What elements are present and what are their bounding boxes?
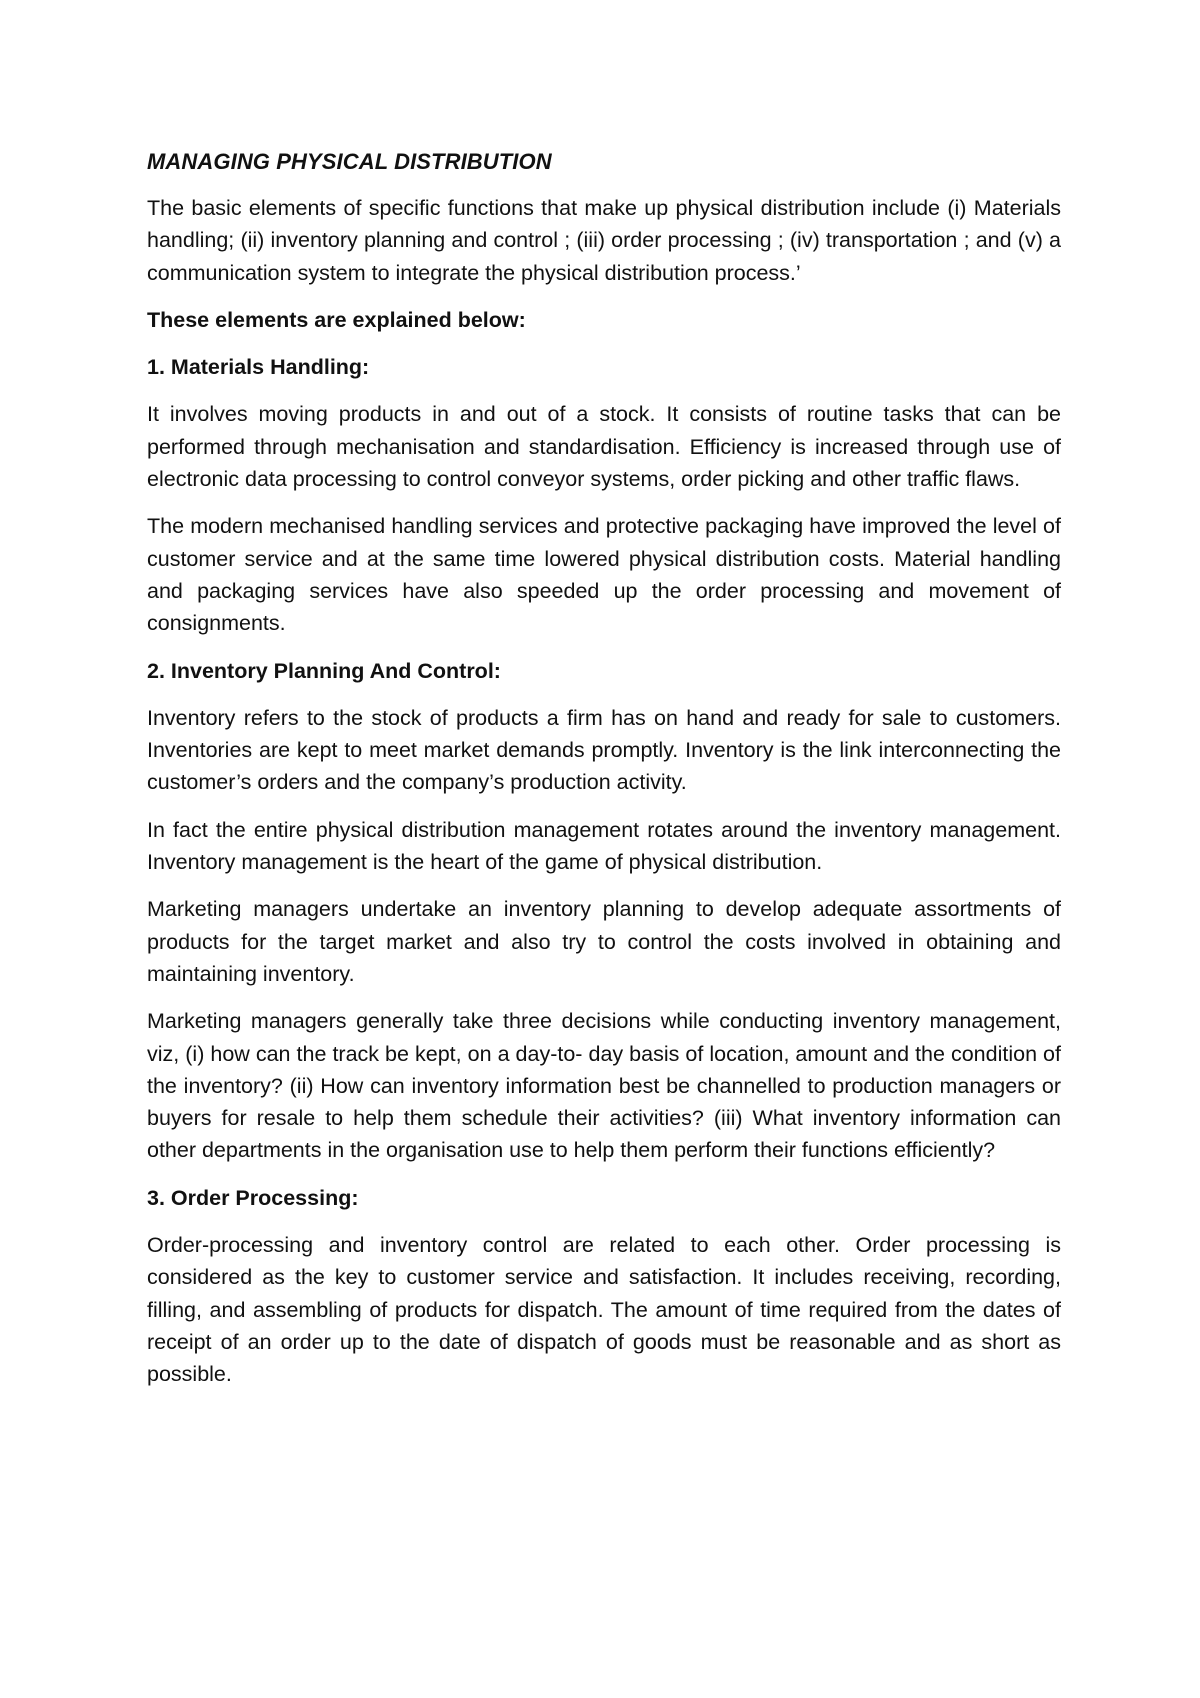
document-page	[147, 146, 1061, 1406]
document-title: MANAGING PHYSICAL DISTRIBUTION	[147, 149, 552, 174]
paragraph: It involves moving products in and out of a stock. It consists of routine tasks that can be performed through mechanisation and standardisation. Efficiency is increased through use of electronic data processing to control conveyor systems, order picking and other traffic flaws.	[147, 402, 1061, 492]
intro-paragraph: The basic elements of specific functions that make up physical distribution include (i) Materials handling; (ii) inventory planning and control ; (iii) order processing ; (iv) transportation ; and (v) a communication system to integrate the physical distribution process.’	[147, 196, 1061, 285]
paragraph: Inventory refers to the stock of products a firm has on hand and ready for sale to customers. Inventories are kept to meet market demands promptly. Inventory is the link interconnecting the customer’s orders and the company’s production activity.	[147, 705, 1061, 795]
paragraph: The modern mechanised handling services and protective packaging have improved the level of customer service and at the same time lowered physical distribution costs. Material handling and packaging services have also speeded up the order processing and movement of consignments.	[147, 514, 1061, 636]
paragraph: Order-processing and inventory control are related to each other. Order processing is considered as the key to customer service and satisfaction. It includes receiving, recording, filling, and assembling of products for dispatch. The amount of time required from the dates of receipt of an order up to the date of dispatch of goods must be reasonable and as short as possible.	[147, 1233, 1061, 1387]
paragraph: In fact the entire physical distribution management rotates around the inventory management. Inventory management is the heart of the game of physical distribution.	[147, 817, 1061, 875]
section-heading-inventory-planning: 2. Inventory Planning And Control:	[147, 658, 501, 683]
section-heading-order-processing: 3. Order Processing:	[147, 1185, 359, 1210]
section-heading-materials-handling: 1. Materials Handling:	[147, 355, 370, 380]
paragraph: Marketing managers undertake an inventory planning to develop adequate assortments of products for the target market and also try to control the costs involved in obtaining and maintaining inventory.	[147, 897, 1061, 986]
paragraph: Marketing managers generally take three decisions while conducting inventory management, viz, (i) how can the track be kept, on a day-to- day basis of location, amount and the condition of the inventory? (ii) How can inventory information best be channelled to production managers or buyers for resale to help them schedule their activities? (iii) What inventory information can other departments in the organisation use to help them perform their functions efficiently?	[147, 1009, 1061, 1163]
elements-heading: These elements are explained below:	[147, 307, 526, 332]
